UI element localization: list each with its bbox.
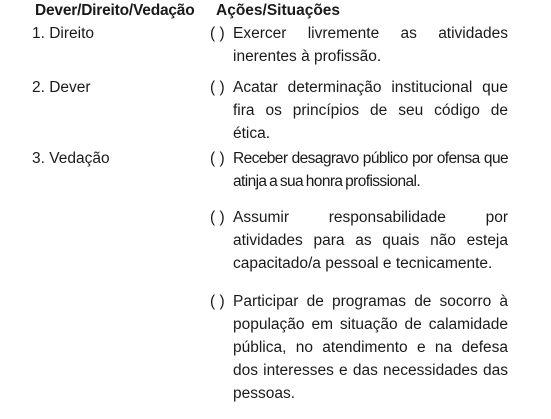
column-header-dever-direito-vedacao: Dever/Direito/Vedação (35, 2, 195, 19)
answer-blank-4: ( ) (210, 209, 225, 226)
action-item-5: Participar de programas de socorro à população em situação de calamidade pública, no atendimento e na defesa dos interesses e das necessidades das pessoas. (233, 293, 508, 402)
column-header-acoes-situacoes: Ações/Situações (216, 2, 341, 19)
action-item-3: Receber desagravo público por ofensa que atinja a sua honra profissional. (233, 150, 508, 190)
category-item-dever: 2. Dever (32, 79, 91, 96)
answer-blank-3: ( ) (210, 150, 225, 167)
action-item-4: Assumir responsabilidade por atividades para as quais não esteja capacitado/a pessoal e tecnicamente. (233, 209, 508, 272)
category-item-direito: 1. Direito (32, 25, 95, 42)
category-item-vedacao: 3. Vedação (32, 150, 110, 167)
action-item-2: Acatar determinação institucional que fira os princípios de seu código de ética. (233, 79, 508, 142)
answer-blank-1: ( ) (210, 25, 225, 42)
action-item-1: Exercer livremente as atividades inerentes à profissão. (233, 25, 508, 65)
answer-blank-5: ( ) (210, 293, 225, 310)
answer-blank-2: ( ) (210, 79, 225, 96)
